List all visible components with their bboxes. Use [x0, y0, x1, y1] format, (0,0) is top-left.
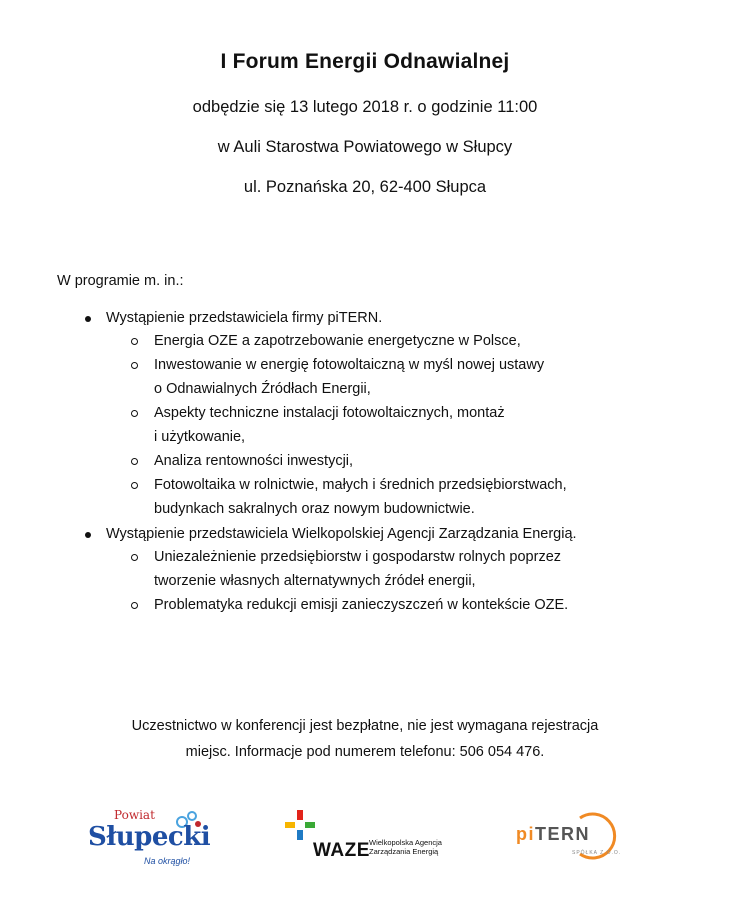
sub-bullet-icon [131, 410, 138, 417]
bullet-icon [85, 316, 91, 322]
program-intro: W programie m. in.: [57, 273, 184, 289]
pitern-tern: TERN [535, 824, 590, 844]
list-item-line: Energia OZE a zapotrzebowanie energetyczne w Polsce, [154, 333, 521, 349]
list-item-line: budynkach sakralnych oraz nowym budownictwie. [154, 501, 475, 517]
page-title: I Forum Energii Odnawialnej [220, 50, 510, 73]
sub-bullet-icon [131, 362, 138, 369]
bullet-icon [85, 532, 91, 538]
sub-bullet-icon [131, 482, 138, 489]
program-section [0, 308, 730, 329]
list-item [0, 353, 730, 401]
section-title: Wystąpienie przedstawiciela firmy piTERN. [106, 310, 383, 326]
program-list [0, 308, 730, 617]
waze-subtitle-line: Zarządzania Energią [369, 847, 439, 856]
footer-note [0, 713, 730, 765]
list-item-line: tworzenie własnych alternatywnych źródeł energii, [154, 573, 476, 589]
event-date: odbędzie się 13 lutego 2018 r. o godzinie 11:00 [192, 98, 538, 116]
list-item [0, 449, 730, 473]
waze-logo [283, 808, 473, 868]
sub-bullet-icon [131, 602, 138, 609]
sub-bullet-icon [131, 554, 138, 561]
pitern-subtitle: SPÓŁKA Z O.O. [572, 850, 622, 856]
logo-text-big: Słupecki [88, 822, 211, 852]
footer-line: Uczestnictwo w konferencji jest bezpłatne, nie jest wymagana rejestracja [131, 718, 599, 734]
sub-bullet-icon [131, 338, 138, 345]
waze-mark-icon [283, 808, 317, 842]
section-title: Wystąpienie przedstawiciela Wielkopolskiej Agencji Zarządzania Energią. [106, 526, 577, 542]
waze-subtitle [369, 838, 442, 856]
list-item [0, 473, 730, 521]
list-item-line: Aspekty techniczne instalacji fotowoltaicznych, montaż [154, 405, 505, 421]
list-item [0, 329, 730, 353]
list-item-line: Analiza rentowności inwestycji, [154, 453, 354, 469]
event-address: ul. Poznańska 20, 62-400 Słupca [243, 178, 487, 196]
list-item-line: Uniezależnienie przedsiębiorstw i gospodarstw rolnych poprzez [154, 549, 562, 565]
list-item-line: Problematyka redukcji emisji zanieczyszczeń w kontekście OZE. [154, 597, 569, 613]
logo-tagline: Na okrągło! [144, 856, 191, 866]
pitern-name [516, 824, 590, 845]
footer-line: miejsc. Informacje pod numerem telefonu: 506 054 476. [185, 744, 545, 760]
list-item [0, 401, 730, 449]
list-item-line: i użytkowanie, [154, 429, 246, 445]
powiat-slupecki-logo [88, 808, 211, 868]
logo-text-small: Powiat [114, 808, 155, 822]
list-item-line: Inwestowanie w energię fotowoltaiczną w myśl nowej ustawy [154, 357, 545, 373]
list-item [0, 545, 730, 593]
pitern-pi: pi [516, 824, 535, 844]
sub-bullet-icon [131, 458, 138, 465]
waze-subtitle-line: Wielkopolska Agencja [369, 838, 442, 847]
waze-name: WAZE [313, 840, 370, 861]
list-item-line: Fotowoltaika w rolnictwie, małych i średnich przedsiębiorstwach, [154, 477, 567, 493]
program-section [0, 524, 730, 545]
list-item-line: o Odnawialnych Źródłach Energii, [154, 381, 371, 397]
pitern-logo [512, 812, 632, 862]
list-item [0, 593, 730, 617]
event-venue: w Auli Starostwa Powiatowego w Słupcy [217, 138, 513, 156]
